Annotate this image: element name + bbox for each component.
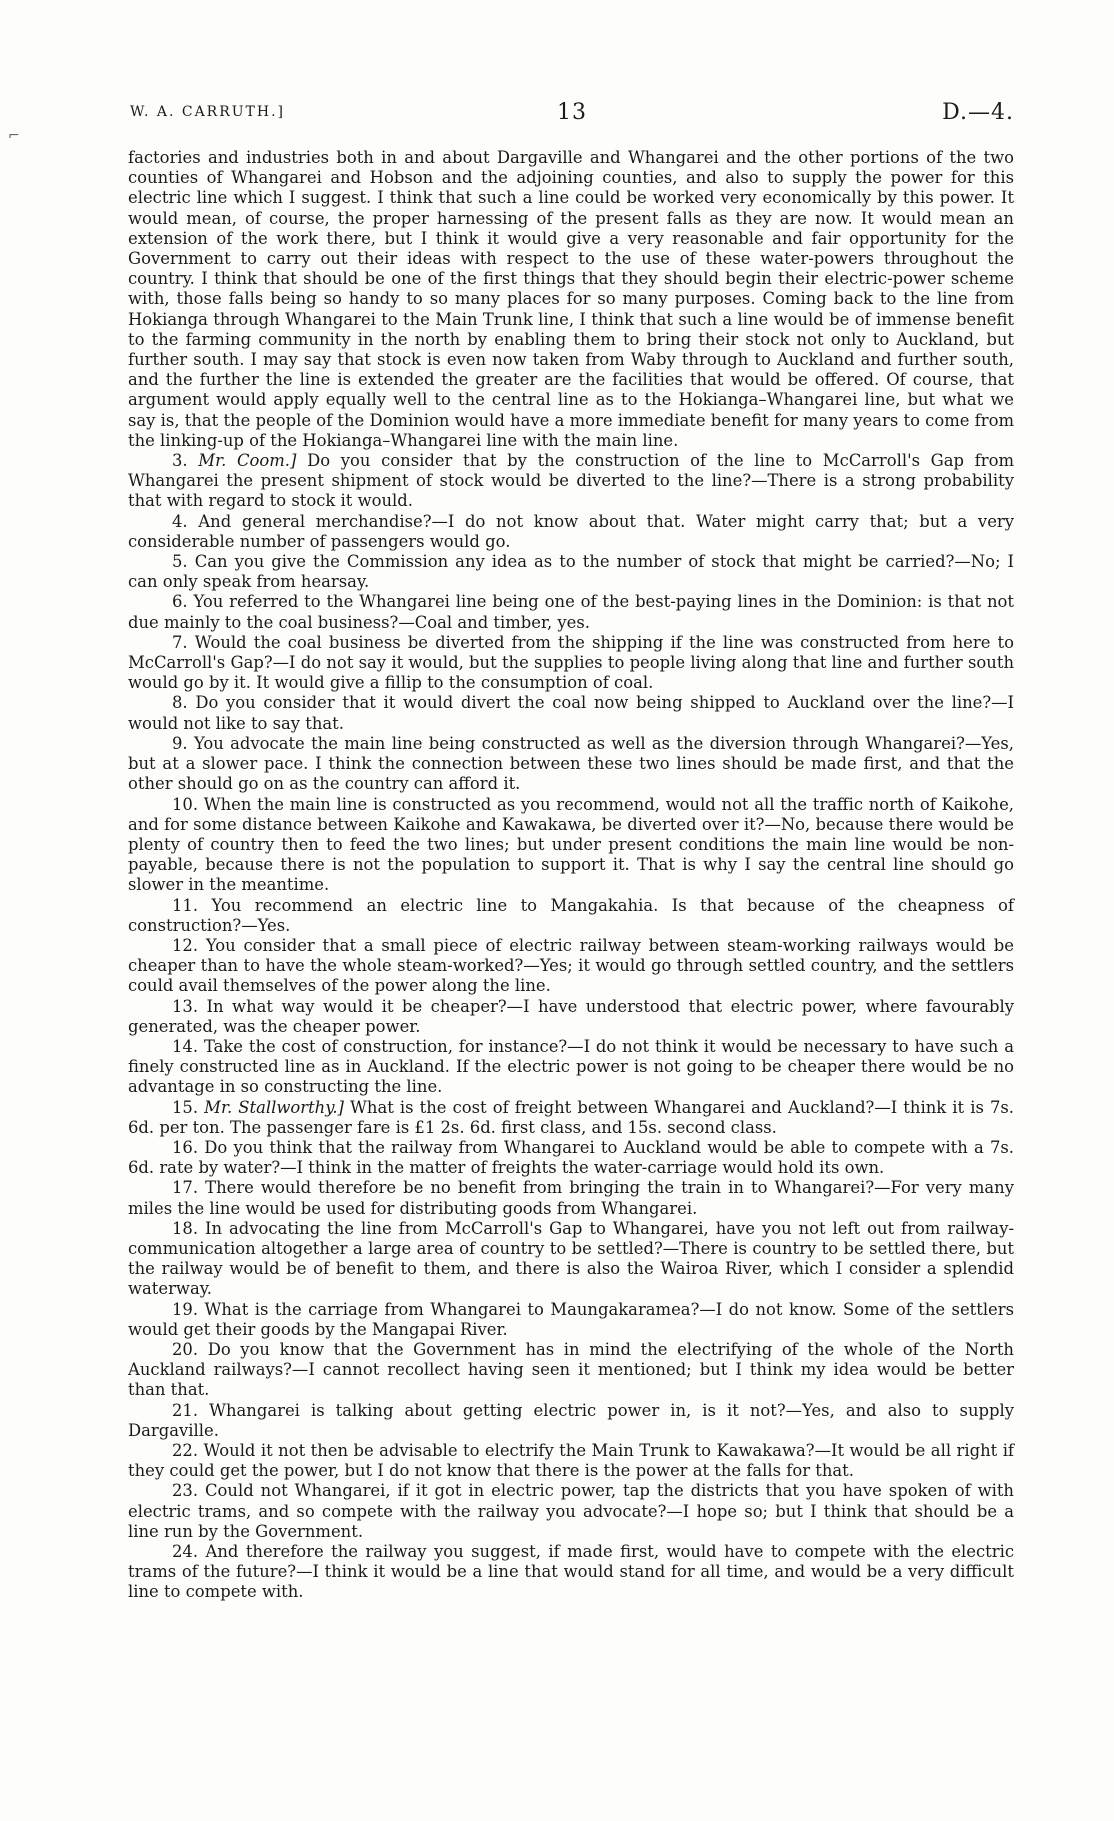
question-paragraph [128,592,1014,632]
question-paragraph [128,512,1014,552]
question-number: 20. [172,1339,208,1359]
question-paragraph [128,1098,1014,1138]
question-number: 15. [172,1097,205,1117]
margin-mark: ⌐ [8,128,20,144]
paragraph-text: And therefore the railway you suggest, if made first, would have to compete with the electric trams of the future?—I think it would be a line that would stand for all time, and would be a very difficult line to compete with. [128,1542,1015,1602]
paragraph-text: Do you consider that it would divert the coal now being shipped to Auckland over the line?—I would not like to say that. [128,693,1014,733]
paragraph-text: Whangarei is talking about getting electric power in, is it not?—Yes, and also to supply Dargaville. [128,1400,1014,1440]
testimony-body [128,148,1014,1603]
question-paragraph [128,1340,1014,1401]
question-number: 12. [172,935,206,955]
question-number: 4. [172,511,199,531]
question-number: 9. [172,733,194,753]
question-number: 24. [172,1542,206,1562]
paragraph-text: And general merchandise?—I do not know about that. Water might carry that; but a very considerable number of passengers would go. [128,511,1014,551]
paragraph-text: Would the coal business be diverted from the shipping if the line was constructed from here to McCarroll's Gap?—I do not say it would, but the supplies to people living along that line and further south would go by it. It would give a fillip to the consumption of coal. [128,632,1014,693]
paragraph-text: In what way would it be cheaper?—I have understood that electric power, where favourably generated, was the cheaper power. [128,996,1014,1036]
witness-name: W. A. CARRUTH.] [130,104,286,120]
question-paragraph [128,795,1014,896]
speaker-label: Mr. Coom.] [198,451,297,471]
paragraph-text: What is the cost of freight between Whangarei and Auckland?—I think it is 7s. 6d. per ton. The passenger fare is £1 2s. 6d. first class, and 15s. second class. [128,1097,1015,1137]
question-paragraph [128,693,1014,733]
question-number: 17. [172,1178,206,1198]
paragraph-text: There would therefore be no benefit from bringing the train in to Whangarei?—For very many miles the line would be used for distributing goods from Whangarei. [128,1178,1014,1218]
question-number: 18. [172,1218,206,1238]
page-number: 13 [557,100,587,125]
question-number: 13. [172,996,207,1016]
paragraph-text: You referred to the Whangarei line being one of the best-paying lines in the Dominion: is that not due mainly to the coal business?—Coal and timber, yes. [128,592,1014,632]
question-number: 7. [172,632,195,652]
question-paragraph [128,896,1014,936]
question-number: 14. [172,1036,204,1056]
paragraph-text: What is the carriage from Whangarei to Maungakaramea?—I do not know. Some of the settlers would get their goods by the Mangapai River. [128,1299,1015,1339]
continued-paragraph [128,148,1014,451]
question-paragraph [128,936,1014,997]
paragraph-text: You consider that a small piece of electric railway between steam-working railways would be cheaper than to have the whole steam-worked?—Yes; it would go through settled country, and the settlers could avail themselves of the power along the line. [128,935,1014,996]
paragraph-text: In advocating the line from McCarroll's Gap to Whangarei, have you not left out from railway-communication altogether a large area of country to be settled?—There is country to be settled there, but the railway would be of benefit to them, and there is also the Wairoa River, which I consider a splendid waterway. [128,1218,1014,1299]
question-paragraph [128,633,1014,694]
question-paragraph [128,1178,1014,1218]
question-paragraph [128,1037,1014,1098]
paragraph-text: Do you know that the Government has in mind the electrifying of the whole of the North Auckland railways?—I cannot recollect having seen it mentioned; but I think my idea would be better than that. [128,1339,1014,1400]
question-number: 19. [172,1299,205,1319]
question-number: 5. [172,552,195,572]
page-header [130,100,1014,130]
document-reference: D.—4. [942,100,1014,125]
question-paragraph [128,1441,1014,1481]
paragraph-text: When the main line is constructed as you recommend, would not all the traffic north of Kaikohe, and for some distance between Kaikohe and Kawakawa, be diverted over it?—No, because there would be plenty of country then to feed the two lines; but under present conditions the main line would be non-payable, because there is not the population to support it. That is why I say the central line should go slower in the meantime. [128,794,1014,895]
paragraph-text: factories and industries both in and about Dargaville and Whangarei and the other portions of the two counties of Whangarei and Hobson and the adjoining counties, and also to supply the power for this electric line which I suggest. I think that such a line could be worked very economically by this power. It would mean, of course, the proper harnessing of the present falls as they are now. It would mean an extension of the work there, but I think it would give a very reasonable and fair opportunity for the Government to carry out their ideas with respect to the use of these water-powers throughout the country. I think that should be one of the first things that they should begin their electric-power scheme with, those falls being so handy to so many places for so many purposes. Coming back to the line from Hokianga through Whangarei to the Main Trunk line, I think that such a line would be of immense benefit to the farming community in the north by enabling them to bring their stock not only to Auckland, but further south. I may say that stock is even now taken from Waby through to Auckland and further south, and the further the line is extended the greater are the facilities that would be offered. Of course, that argument would apply equally well to the central line as to the Hokianga–Whangarei line, but what we say is, that the people of the Dominion would have a more immediate benefit for many years to come from the linking-up of the Hokianga–Whangarei line with the main line. [128,148,1014,450]
question-number: 6. [172,592,194,612]
paragraph-text: You advocate the main line being constructed as well as the diversion through Whangarei?—Yes, but at a slower pace. I think the connection between these two lines should be made first, and that the other should go on as the country can afford it. [128,733,1014,794]
speaker-label: Mr. Stallworthy.] [204,1097,344,1117]
question-paragraph [128,1138,1014,1178]
question-paragraph [128,997,1014,1037]
question-paragraph [128,1300,1014,1340]
paragraph-text: Could not Whangarei, if it got in electric power, tap the districts that you have spoken of with electric trams, and so compete with the railway you advocate?—I hope so; but I think that should be a line run by the Government. [128,1481,1014,1541]
question-number: 11. [172,895,212,915]
question-paragraph [128,1542,1014,1603]
question-paragraph [128,734,1014,795]
question-number: 16. [172,1137,205,1157]
paragraph-text: You recommend an electric line to Mangakahia. Is that because of the cheapness of construction?—Yes. [128,895,1014,935]
question-number: 8. [172,693,196,713]
paragraph-text: Do you consider that by the construction of the line to McCarroll's Gap from Whangarei the present shipment of stock would be diverted to the line?—There is a strong probability that with regard to stock it would. [128,451,1014,511]
question-number: 10. [172,794,204,814]
paragraph-text: Would it not then be advisable to electrify the Main Trunk to Kawakawa?—It would be all right if they could get the power, but I do not know that there is the power at the falls for that. [128,1441,1014,1481]
question-paragraph [128,451,1014,512]
question-number: 23. [172,1481,206,1501]
paragraph-text: Do you think that the railway from Whangarei to Auckland would be able to compete with a 7s. 6d. rate by water?—I think in the matter of freights the water-carriage would hold its own. [128,1137,1015,1178]
question-paragraph [128,552,1014,592]
question-number: 22. [172,1441,204,1460]
question-paragraph [128,1481,1014,1542]
question-paragraph [128,1401,1014,1441]
question-number: 3. [172,451,199,471]
paragraph-text: Take the cost of construction, for instance?—I do not think it would be necessary to have such a finely constructed line as in Auckland. If the electric power is not going to be cheaper there would be no advantage in so constructing the line. [128,1036,1014,1097]
question-number: 21. [172,1400,210,1420]
paragraph-text: Can you give the Commission any idea as to the number of stock that might be carried?—No; I can only speak from hearsay. [128,552,1015,592]
question-paragraph [128,1219,1014,1300]
